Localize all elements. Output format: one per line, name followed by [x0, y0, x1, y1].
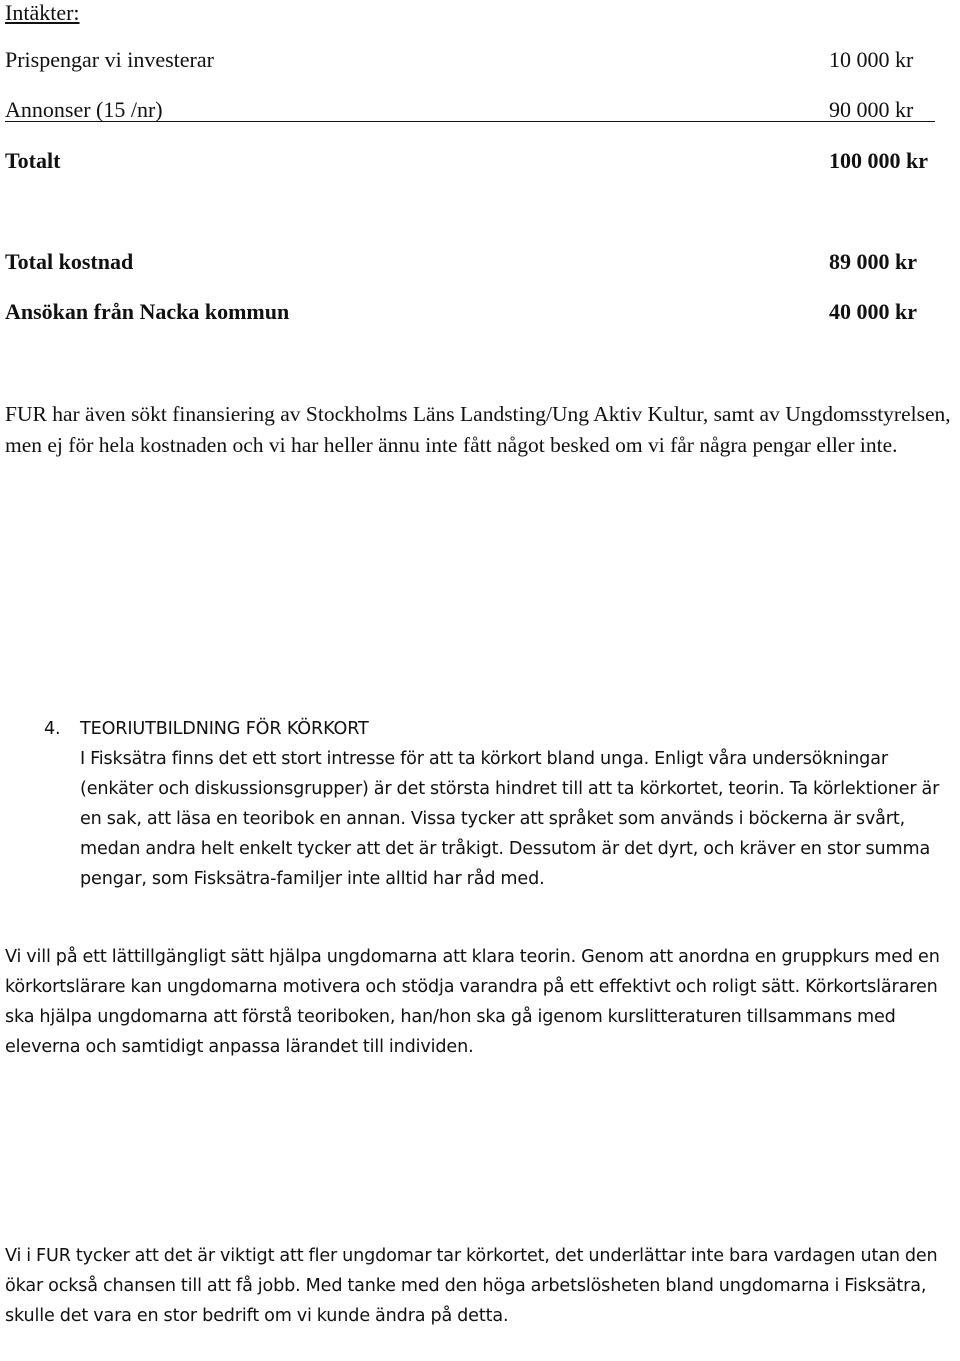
budget-amount: 90 000 kr [829, 97, 914, 122]
motivation-paragraph: Vi i FUR tycker att det är viktigt att fler ungdomar tar körkortet, det underlättar inte bara vardagen utan den ökar också chansen till att få jobb. Med tanke med den höga arbetslösheten bland ungdomarna i Fisksätra, skulle det vara en stor bedrift om vi kunde ändra på detta. [5, 1246, 938, 1326]
section-title: TEORIUTBILDNING FÖR KÖRKORT [80, 719, 369, 739]
budget-amount: 10 000 kr [829, 47, 914, 72]
budget-row-total [5, 146, 957, 176]
budget-label: Annonser (15 /nr) [5, 97, 163, 122]
funding-note-paragraph: FUR har även sökt finansiering av Stockholms Läns Landsting/Ung Aktiv Kultur, samt av Ungdomsstyrelsen, men ej för hela kostnaden och vi har heller ännu inte fått något besked om vi får några pengar eller inte. [5, 402, 951, 457]
section-paragraph: I Fisksätra finns det ett stort intresse för att ta körkort bland unga. Enligt våra undersökningar (enkäter och diskussionsgrupper) är det största hindret till att ta körkortet, teorin. Ta körlektioner är en sak, att läsa en teoribok en annan. Vissa tycker att språket som används i böckerna är svårt, medan andra helt enkelt tycker att det är tråkigt. Dessutom är det dyrt, och kräver en stor summa pengar, som Fisksätra-familjer inte alltid har råd med. [80, 749, 940, 889]
budget-row-total-cost [5, 247, 957, 277]
budget-row-prize-money [5, 45, 957, 75]
budget-row-ads [5, 95, 957, 125]
section-number: 4. [44, 719, 61, 739]
budget-amount: 40 000 kr [829, 299, 917, 324]
budget-row-nacka-application [5, 297, 957, 327]
budget-label: Ansökan från Nacka kommun [5, 299, 290, 324]
budget-label: Totalt [5, 148, 61, 173]
plan-paragraph: Vi vill på ett lättillgängligt sätt hjälpa ungdomarna att klara teorin. Genom att anordna en gruppkurs med en körkortslärare kan ungdomarna motivera och stödja varandra på ett effektivt och roligt sätt. Körkortsläraren ska hjälpa ungdomarna att förstå teoriboken, han/hon ska gå igenom kurslitteraturen tillsammans med eleverna och samtidigt anpassa lärandet till individen. [5, 947, 940, 1057]
budget-amount: 89 000 kr [829, 249, 917, 274]
income-heading: Intäkter: [5, 0, 80, 25]
budget-amount: 100 000 kr [829, 148, 928, 173]
budget-label: Prispengar vi investerar [5, 47, 214, 72]
budget-label: Total kostnad [5, 249, 134, 274]
